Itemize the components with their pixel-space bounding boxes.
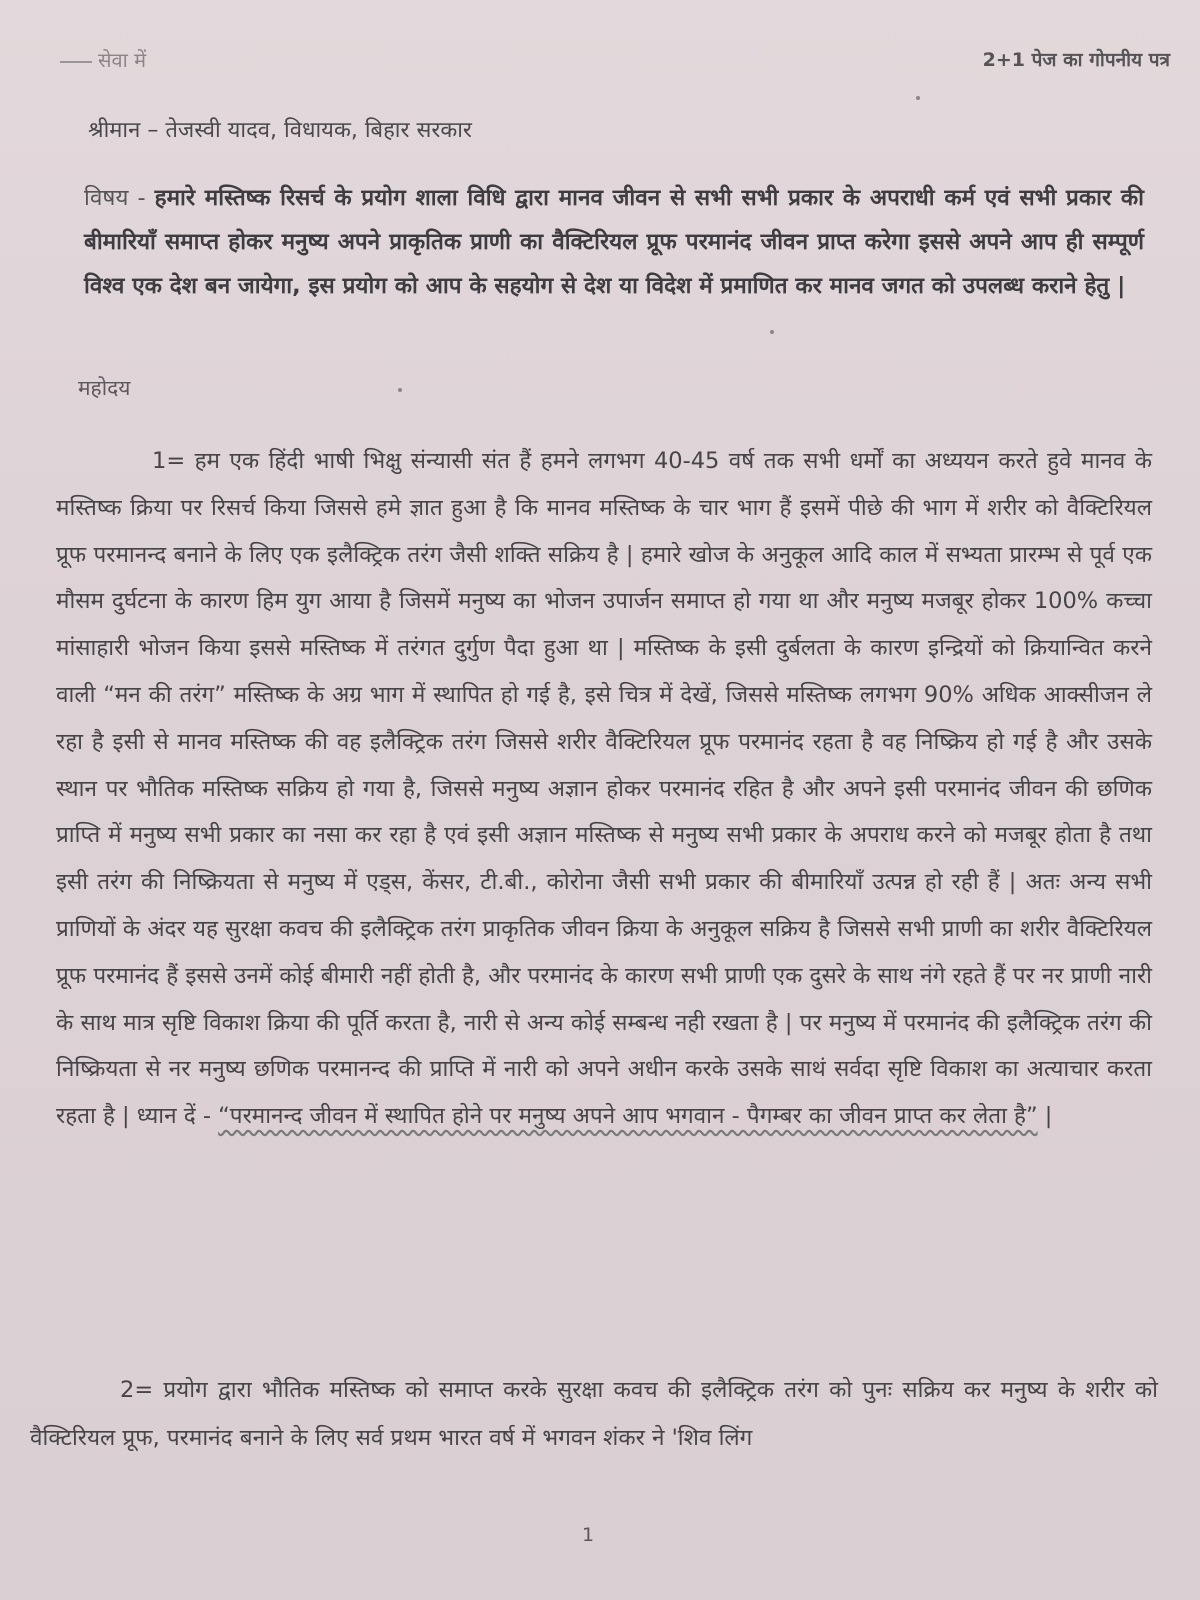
paper-speck — [770, 330, 774, 334]
header-confidential-note: 2+1 पेज का गोपनीय पत्र — [982, 49, 1170, 71]
paragraph-1-quote: “परमानन्द जीवन में स्थापित होने पर मनुष्य अपने आप भगवान - पैगम्बर का जीवन प्राप्त कर लेता है” — [218, 1103, 1038, 1130]
paragraph-1-end: | — [1037, 1103, 1053, 1130]
subject-text: हमारे मस्तिष्क रिसर्च के प्रयोग शाला विधि द्वारा मानव जीवन से सभी सभी प्रकार के अपराधी कर्म एवं सभी प्रकार की बीमारियाँ समाप्त होकर मनुष्य अपने प्राकृतिक प्राणी का वैक्टिरियल प्रूफ परमानंद जीवन प्राप्त करेगा इससे अपने आप ही सम्पूर्ण विश्व एक देश बन जायेगा, इस प्रयोग को आप के सहयोग से देश या विदेश में प्रमाणित कर मानव जगत को उपलब्ध कराने हेतु | — [84, 185, 1144, 299]
subject-label: विषय - — [84, 185, 155, 211]
paragraph-2 — [30, 1366, 1158, 1462]
paper-speck — [398, 388, 402, 392]
page-number: 1 — [581, 1524, 595, 1546]
addressee-line: श्रीमान – तेजस्वी यादव, विधायक, बिहार सरकार — [88, 118, 472, 143]
subject-block — [84, 176, 1144, 308]
header-to-text: सेवा में — [98, 48, 147, 72]
salutation: महोदय — [78, 376, 131, 400]
paragraph-2-body: 2= प्रयोग द्वारा भौतिक मस्तिष्क को समाप्त करके सुरक्षा कवच की इलैक्ट्रिक तरंग को पुनः सक्रिय कर मनुष्य के शरीर को वैक्टिरियल प्रूफ, परमानंद बनाने के लिए सर्व प्रथम भारत वर्ष में भगवन शंकर ने 'शिव लिंग — [30, 1377, 1158, 1451]
paper-speck — [916, 96, 920, 100]
header-to — [60, 46, 146, 73]
paragraph-1-body: 1= हम एक हिंदी भाषी भिक्षु संन्यासी संत हैं हमने लगभग 40-45 वर्ष तक सभी धर्मों का अध्ययन करते हुवे मानव के मस्तिष्क क्रिया पर रिसर्च किया जिससे हमे ज्ञात हुआ है कि मानव मस्तिष्क के चार भाग हैं इसमें पीछे की भाग में शरीर को वैक्टिरियल प्रूफ परमानन्द बनाने के लिए एक इलैक्ट्रिक तरंग जैसी शक्ति सक्रिय है | हमारे खोज के अनुकूल आदि काल में सभ्यता प्रारम्भ से पूर्व एक मौसम दुर्घटना के कारण हिम युग आया है जिसमें मनुष्य का भोजन उपार्जन समाप्त हो गया था और मनुष्य मजबूर होकर 100% कच्चा मांसाहारी भोजन किया इससे मस्तिष्क में तरंगत दुर्गुण पैदा हुआ था | मस्तिष्क के इसी दुर्बलता के कारण इन्द्रियों को क्रियान्वित करने वाली “मन की तरंग” मस्तिष्क के अग्र भाग में स्थापित हो गई है, इसे चित्र में देखें, जिससे मस्तिष्क लगभग 90% अधिक आक्सीजन ले रहा है इसी से मानव मस्तिष्क की वह इलैक्ट्रिक तरंग जिससे शरीर वैक्टिरियल प्रूफ परमानंद रहता है वह निष्क्रिय हो गई है और उसके स्थान पर भौतिक मस्तिष्क सक्रिय हो गया है, जिससे मनुष्य अज्ञान होकर परमानंद रहित है और अपने इसी परमानंद जीवन की छणिक प्राप्ति में मनुष्य सभी प्रकार का नसा कर रहा है एवं इसी अज्ञान मस्तिष्क से मनुष्य सभी प्रकार के अपराध करने को मजबूर होता है तथा इसी तरंग की निष्क्रियता से मनुष्य में एड्स, केंसर, टी.बी., कोरोना जैसी सभी प्रकार की बीमारियाँ उत्पन्न हो रही हैं | अतः अन्य सभी प्राणियों के अंदर यह सुरक्षा कवच की इलैक्ट्रिक तरंग प्राकृतिक जीवन क्रिया के अनुकूल सक्रिय है जिससे सभी प्राणी का शरीर वैक्टिरियल प्रूफ परमानंद हैं इससे उनमें कोई बीमारी नहीं होती है, और परमानंद के कारण सभी प्राणी एक दुसरे के साथ नंगे रहते हैं पर नर प्राणी नारी के साथ मात्र सृष्टि विकाश क्रिया की पूर्ति करता है, नारी से अन्य कोई सम्बन्ध नही रखता है | पर मनुष्य में परमानंद की इलैक्ट्रिक तरंग की निष्क्रियता से नर मनुष्य छणिक परमानन्द की प्राप्ति में नारी को अपने अधीन करके उसके साथं सर्वदा सृष्टि विकाश का अत्याचार करता रहता है | ध्यान दें - — [56, 448, 1152, 1130]
paragraph-1 — [56, 438, 1152, 1140]
header-dash — [60, 61, 92, 63]
